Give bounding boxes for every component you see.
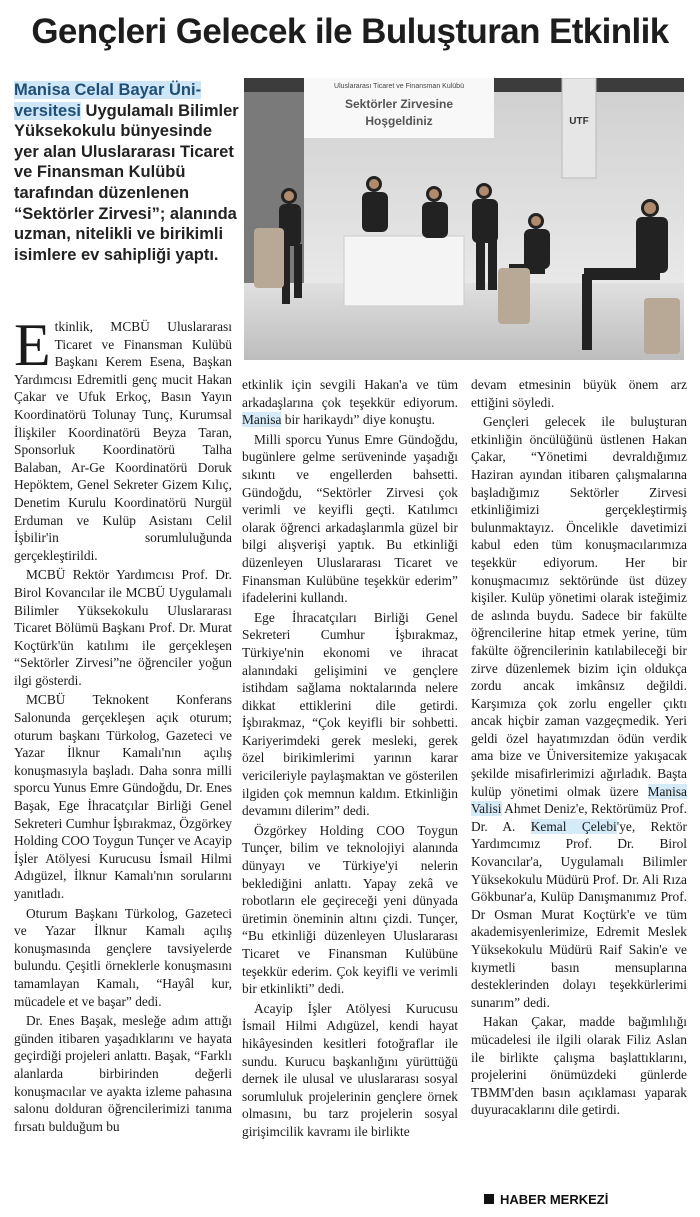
lead-highlight-2: versitesi xyxy=(14,101,81,120)
lead-highlight-1: Manisa Celal Bayar Üni- xyxy=(14,81,202,99)
column2-paragraph-1: etkinlik için sevgili Hakan'a ve tüm arkadaşlarına çok teşekkür ediyorum. Manisa bir harikaydı” diye konuştu. xyxy=(242,377,458,428)
event-photo-illustration xyxy=(244,78,684,360)
lead-paragraph xyxy=(14,80,240,265)
column2-paragraph-3: Ege İhracatçıları Birliği Genel Sekreteri Cumhur İşbırakmaz, Türkiye'nin ekonomi ve ihracat alanındaki gelişimini ve gençlere istihdam sağlama noktalarında nelere dikkat ettiklerini dile getirdi. İşbırakmaz, “Çok keyifli bir sohbetti. Kariyerimdeki gerek mesleki, gerek özel birikimlerimi yarının karar vericileriyle paylaşmaktan ve gösterilen ilgiden çok memnun kaldım. Etkinliğin devamını dilerim” dedi. xyxy=(242,609,458,819)
column3-paragraph-2: Gençleri gelecek ile buluşturan etkinliğin öncülüğünü üstlenen Hakan Çakar, “Yönetimi devraldığımız Haziran ayından itibaren çalışmalarına başladığımız Sektörler Zirvesi etkinliğimizi gerçekleştirmiş bulunmaktayız. Öncelikle davetimizi kabul eden tüm konuşmacılarımıza teşekkür ediyorum. Her bir konuşmacımız sektöründe üst düzey kişiler. Kulüp yönetimi olarak isteğimiz de aslında buydu. Sadece bir fakülte öğrencilerine hitap etmek yerine, tüm fakülte öğrencilerinin katılabileceği bir zirve düzenlemek bizim için oldukça zordu ancak imkânsız değildi. Karşımıza çok zorlu engeller çıktı ancak hiçbir zaman vazgeçmedik. Yeri geldi özel hayatımızdan ödün verdik ama bize ve Üniversitemize yakışacak şekilde misafirlerimizi ağırladık. Başta kulüp yönetimi olmak üzere Manisa Valisi Ahmet Deniz'e, Rektörümüz Prof. Dr. A. Kemal Çelebi'ye, Rektör Yardımcımız Prof. Dr. Birol Kovancılar'a, Uygulamalı Bilimler Yüksekokulu Müdürü Prof. Dr. Ali Rıza Gökbunar'a, Kulüp Danışmanımız Prof. Dr Osman Murat Koçtürk'e ve tüm akademisyenlerimize, Edremit Meslek Yüksekokulu Müdürü Raif Sakin'e ve kıymetli basın mensuplarına desteklerinden dolayı teşekkürlerimi sunarım” dedi. xyxy=(471,414,687,1010)
column1-paragraph-2: MCBÜ Rektör Yardımcısı Prof. Dr. Birol Kovancılar ile MCBÜ Uygulamalı Bilimler Yüksekokulu Uluslararası Ticaret Bölümü Başkanı Prof. Dr. Murat Koçtürk'ün katılımı ile gerçekleşen “Sektörler Zirvesi”ne öğrenciler yoğun ilgi gösterdi. xyxy=(14,567,232,688)
column3-paragraph-3: Hakan Çakar, madde bağımlılığı mücadelesi ile ilgili olarak Filiz Aslan ile birlikte çalışma başlattıklarını, projelerini önümüzdeki günlerde TBMM'den basın açıklaması yaparak duyuracaklarını dile getirdi. xyxy=(471,1014,687,1118)
column1-paragraph-1: Etkinlik, MCBÜ Uluslararası Ticaret ve Finansman Kulübü Başkanı Kerem Esena, Başkan Yardımcısı Edremitli genç mucit Hakan Çakar ve Ufuk Erkoç, Basın Yayın Koordinatörü Tolunay Tunç, Kurumsal İlişkiler Koordinatörü Beyza Taran, Sponsorluk Koordinatörü Talha Balaban, Ar-Ge Koordinatörü Doruk Hepöktem, Genel Sekreter Gizem Kılıç, Denetim Kurulu Koordinatörü Nurgül Erduman ve Kulüp Asistanı Celil İşbilir'in sorumluluğunda gerçekleştirildi. xyxy=(14,312,232,563)
entity-highlight: Manisa xyxy=(242,412,282,428)
logo-text: UTF xyxy=(569,116,589,127)
column3-paragraph-1: devam etmesinin büyük önem arz ettiğini söyledi. xyxy=(471,377,687,410)
banner-line-1: Uluslararası Ticaret ve Finansman Kulübü xyxy=(334,83,464,90)
headline: Gençleri Gelecek ile Buluşturan Etkinlik xyxy=(31,12,669,51)
column2-paragraph-2: Milli sporcu Yunus Emre Gündoğdu, bugünlere gelme serüveninde yaşadığı sıkıntı ve engellerden bahsetti. Gündoğdu, “Sektörler Zirvesi çok verimli ve keyifli geçti. Katılımcı olarak öğrenci arkadaşlarımla güzel bir bilgi alışverişi yaptık. Bu etkinliği düzenleyen Uluslararası Ticaret ve Finansman Kulübüne teşekkür ederim” ifadelerini kullandı. xyxy=(242,431,458,606)
lead-text: Uygulamalı Bilimler Yüksekokulu bünyesinde yer alan Uluslararası Ticaret ve Finansman Kulübü tarafından düzenlenen “Sektörler Zirvesi”; alanında uzman, nitelikli ve birikimli isimlere ev sahipliği yaptı. xyxy=(14,101,239,264)
column1-paragraph-3: MCBÜ Teknokent Konferans Salonunda gerçekleşen açık oturum; oturum başkanı Türkolog, Gazeteci ve Yazar İlknur Kamalı'nın açılış konuşmasıyla başladı. Daha sonra milli sporcu Yunus Emre Gündoğdu, Dr. Enes Başak, Ege İhracatçılar Birliği Genel Sekreteri Cumhur İşbırakmaz, Özgörkey Holding COO Toygun Tunçer ve Acayip İşler Atölyesi Kurucusu İsmail Hilmi Adıgüzel, İlknur Kamalı'nın sorularını yanıtladı. xyxy=(14,692,232,901)
article-column-1 xyxy=(14,312,232,1137)
article-column-3 xyxy=(471,376,687,1121)
column2-paragraph-5: Acayip İşler Atölyesi Kurucusu İsmail Hilmi Adıgüzel, kendi hayat hikâyesinden kesitleri fotoğraflar ile sundu. Kurucu başkanlığını yürüttüğü dernek ile ulusal ve uluslararası sosyal sorumluluk projelerinin gençlere örnek olmasını, bu tarz projelerin sosyal girişimcilik kavramı ile birlikte xyxy=(242,1000,458,1139)
article-column-2 xyxy=(242,376,458,1143)
byline-square-icon xyxy=(484,1194,494,1204)
drop-cap: E xyxy=(14,312,51,378)
banner-line-2: Sektörler Zirvesine xyxy=(344,97,454,111)
column1-paragraph-4: Oturum Başkanı Türkolog, Gazeteci ve Yazar İlknur Kamalı açılış konuşmasında gençlere tavsiyelerde bulundu. Çeşitli örneklerle konuşmasını tamamlayan Kamalı, “Hayâl kur, mücadele et ve başar” dedi. xyxy=(14,905,232,1009)
entity-highlight: Kemal Çelebi xyxy=(530,818,617,834)
event-photo xyxy=(244,78,684,360)
byline: HABER MERKEZİ xyxy=(484,1192,608,1207)
entity-highlight: Manisa Valisi xyxy=(471,783,687,817)
column2-paragraph-4: Özgörkey Holding COO Toygun Tunçer, bilim ve teknolojiyi alanında dünyayı ve Türkiye'yi nelerin beklediğini anlattı. Yapay zekâ ve robotların ele geçireceği yeni dünyada üretimin öneminin altını çizdi. Tunçer, “Bu etkinliği düzenleyen Uluslararası Ticaret ve Finansman Kulübüne teşekkür ederim. Çok keyifli ve verimli bir etkinlikti” dedi. xyxy=(242,822,458,997)
banner-line-3: Hoşgeldiniz xyxy=(365,114,433,128)
column1-paragraph-5: Dr. Enes Başak, mesleğe adım attığı günden itibaren yaşadıklarını ve hayata geçirdiği projeleri anlattı. Başak, “Farklı alanlarda birbirinden değerli konuşmacılar ve ayakta izleme pahasına salonu dolduran öğrencilerimizi tanıma fırsatı bulduğum bu xyxy=(14,1013,232,1134)
